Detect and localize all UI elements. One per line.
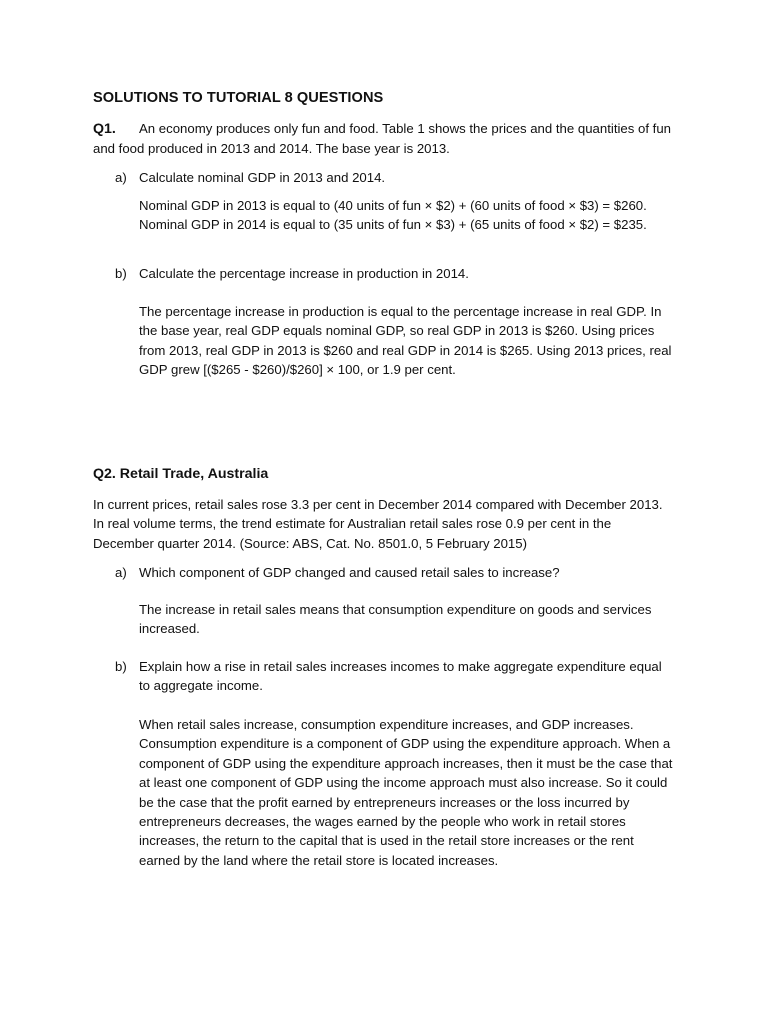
q1-part-b-answer: The percentage increase in production is equal to the percentage increase in real GDP. In the base year, real GDP equals nominal GDP, so real GDP in 2013 is $260. Using prices from 2013, real GDP in 2013 is $260 and real GDP in 2014 is $265. Using 2013 prices, real GDP grew [($265 - $260)/$260] × 100, or 1.9 per cent. — [139, 304, 672, 378]
q2-part-b-marker: b) — [115, 659, 127, 674]
q1-part-a-question — [115, 168, 675, 187]
q1-part-b-question-text: Calculate the percentage increase in production in 2014. — [139, 266, 469, 281]
q1-intro-text: An economy produces only fun and food. Table 1 shows the prices and the quantities of fun and food produced in 2013 and 2014. The base year is 2013. — [93, 121, 671, 157]
q2-part-b-question — [115, 657, 675, 696]
q1-part-a-marker: a) — [115, 170, 127, 185]
q2-part-a-question — [115, 563, 675, 582]
q1-intro — [93, 119, 675, 159]
q2-part-b-question-text: Explain how a rise in retail sales increases incomes to make aggregate expenditure equal to aggregate income. — [139, 659, 662, 694]
q1-part-a-answer: Nominal GDP in 2013 is equal to (40 units of fun × $2) + (60 units of food × $3) = $260. Nominal GDP in 2014 is equal to (35 units of fun × $3) + (65 units of food × $2) = $235. — [139, 198, 647, 233]
q2-part-b-answer: When retail sales increase, consumption expenditure increases, and GDP increases. Consumption expenditure is a component of GDP using the expenditure approach. When a component of GDP using the expenditure approach increases, then it must be the case that at least one component of GDP using the income approach must also increase. So it could be the case that the profit earned by entrepreneurs increases or the loss incurred by entrepreneurs decreases, the wages earned by the people who work in retail stores increases, the return to the capital that is used in the retail store increases or the rent earned by the land where the retail store is located increases. — [139, 717, 673, 868]
q1-part-a-question-text: Calculate nominal GDP in 2013 and 2014. — [139, 170, 386, 185]
q2-part-a-question-text: Which component of GDP changed and caused retail sales to increase? — [139, 565, 560, 580]
q2-heading: Q2. Retail Trade, Australia — [93, 466, 269, 482]
q2-part-a-marker: a) — [115, 565, 127, 580]
page-title: SOLUTIONS TO TUTORIAL 8 QUESTIONS — [93, 90, 384, 106]
q2-intro: In current prices, retail sales rose 3.3 per cent in December 2014 compared with December 2013. In real volume terms, the trend estimate for Australian retail sales rose 0.9 per cent in the December quarter 2014. (Source: ABS, Cat. No. 8501.0, 5 February 2015) — [93, 497, 663, 551]
q1-label: Q1. — [93, 121, 116, 137]
q1-part-b-marker: b) — [115, 266, 127, 281]
q2-part-a-answer: The increase in retail sales means that consumption expenditure on goods and services increased. — [139, 602, 652, 637]
q1-part-b-question — [115, 264, 675, 283]
